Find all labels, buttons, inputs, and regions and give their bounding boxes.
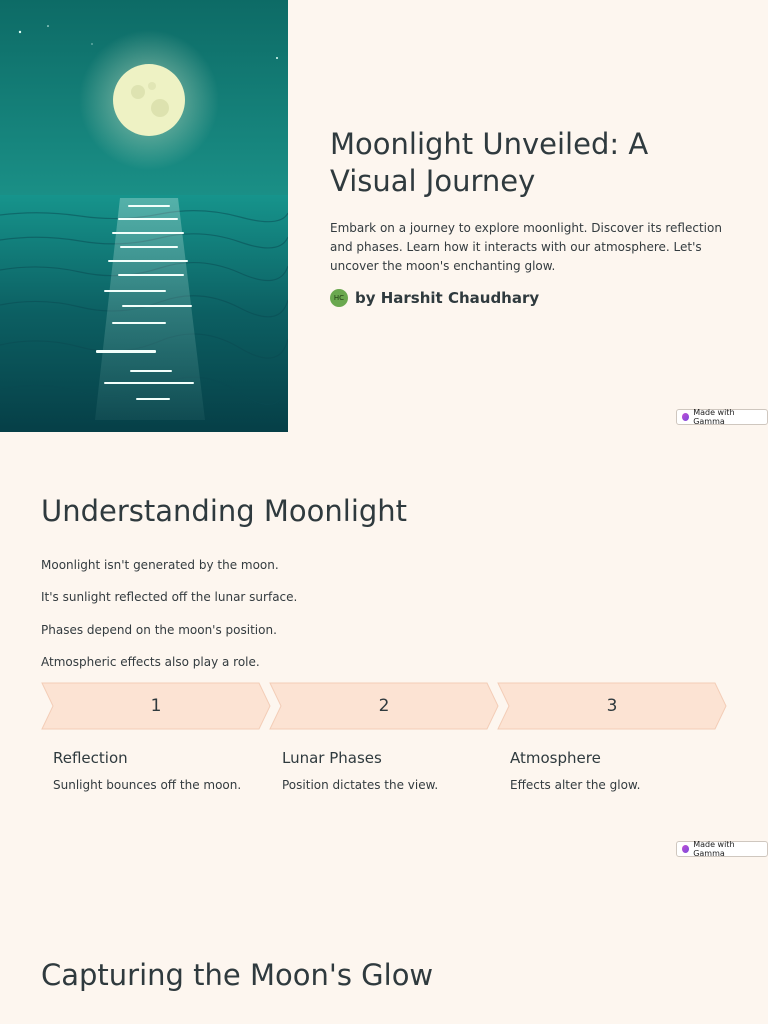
moon-over-sea-image (0, 0, 288, 432)
step-chevron-1 (41, 682, 271, 730)
capturing-slide (0, 864, 768, 1024)
author-byline[interactable] (330, 288, 539, 308)
fact-line: Moonlight isn't generated by the moon. (41, 558, 279, 572)
gamma-logo-icon (682, 845, 689, 853)
fact-line: Phases depend on the moon's position. (41, 623, 277, 637)
slide-heading: Understanding Moonlight (41, 494, 408, 528)
badge-label: Made with Gamma (693, 840, 735, 858)
step-title: Reflection (53, 749, 128, 767)
slide-heading: Capturing the Moon's Glow (41, 958, 434, 992)
presentation-title: Moonlight Unveiled: A Visual Journey (330, 127, 649, 198)
avatar: HC (330, 289, 348, 307)
step-description: Position dictates the view. (282, 778, 439, 792)
fact-line: Atmospheric effects also play a role. (41, 655, 260, 669)
gamma-logo-icon (682, 413, 689, 421)
step-number: 2 (378, 696, 390, 716)
step-chevron-2 (269, 682, 499, 730)
step-title: Lunar Phases (282, 749, 382, 767)
author-name: by Harshit Chaudhary (355, 289, 540, 307)
step-number: 3 (606, 696, 618, 716)
understanding-slide (0, 432, 768, 864)
title-slide (0, 0, 768, 432)
step-title: Atmosphere (510, 749, 601, 767)
intro-paragraph: Embark on a journey to explore moonlight. Discover its reflection and phases. Learn how it interacts with our atmosphere. Let's uncover the moon's enchanting glow. (330, 221, 722, 273)
fact-line: It's sunlight reflected off the lunar surface. (41, 590, 298, 604)
step-chevron-3 (497, 682, 727, 730)
made-with-gamma-badge[interactable] (676, 409, 768, 425)
step-number: 1 (150, 696, 162, 716)
badge-label: Made with Gamma (693, 408, 735, 426)
made-with-gamma-badge[interactable] (676, 841, 768, 857)
step-description: Sunlight bounces off the moon. (53, 778, 242, 792)
step-description: Effects alter the glow. (510, 778, 641, 792)
